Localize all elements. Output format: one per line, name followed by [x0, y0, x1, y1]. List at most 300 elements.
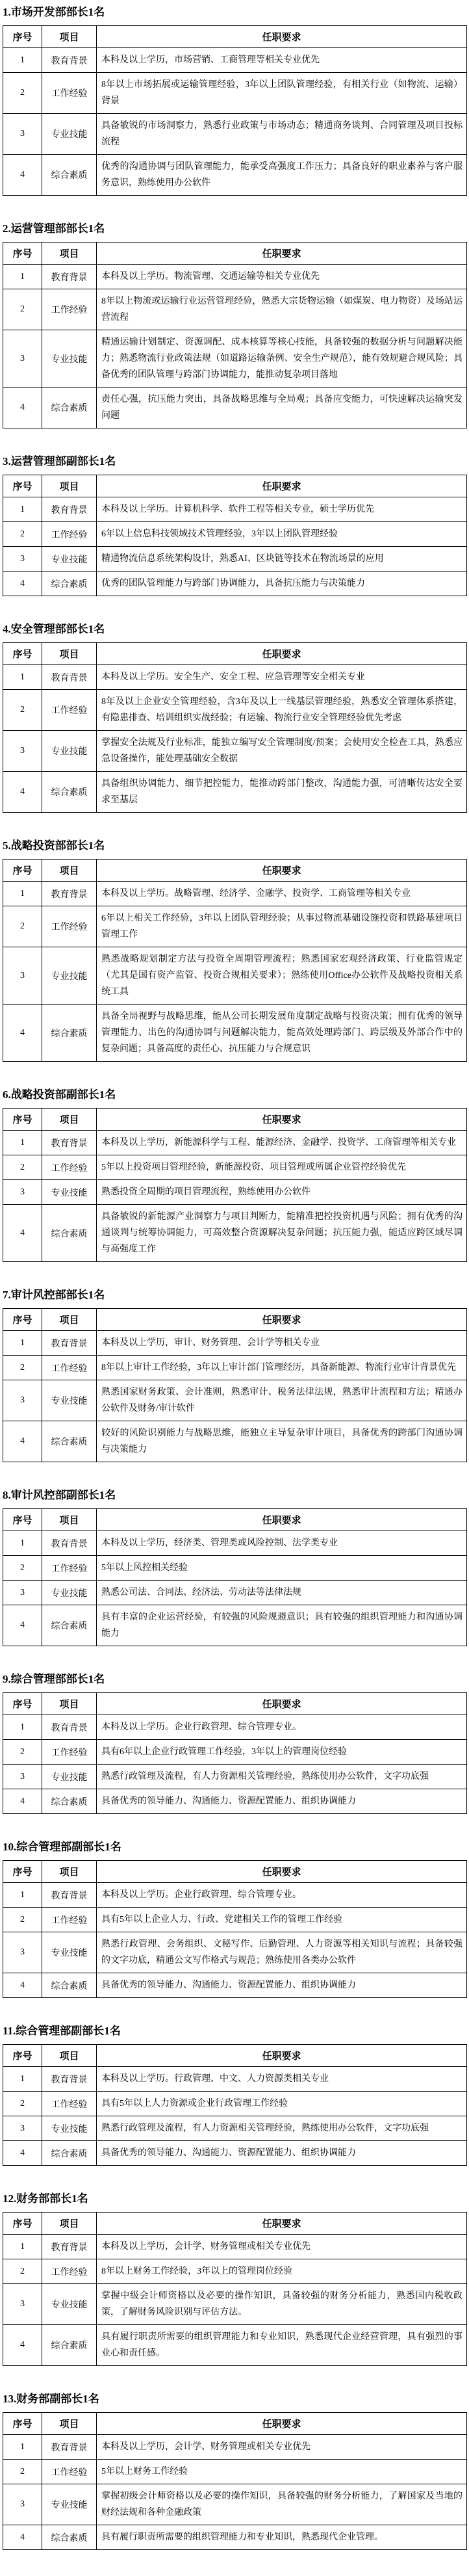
column-header-item: 项目 — [42, 1109, 97, 1131]
table-header-row — [3, 1509, 467, 1531]
requirement-cell: 具备优秀的领导能力、沟通能力、资源配置能力、组织协调能力 — [97, 2141, 467, 2166]
item-cell: 专业技能 — [42, 2116, 97, 2141]
table-header-row — [3, 2413, 467, 2435]
requirement-cell: 熟悉战略规划制定方法与投资全周期管理流程；熟悉国家宏观经济政策、行业监管规定（尤其是国有资产监管、投资合规相关要求）；熟练使用Office办公软件及战略投资相关系统工具 — [97, 947, 467, 1005]
table-row — [3, 114, 467, 155]
requirement-cell: 本科及以上学历，新能源科学与工程、能源经济、金融学、投资学、工商管理等相关专业 — [97, 1131, 467, 1155]
table-header-row — [3, 2045, 467, 2067]
requirements-table — [3, 1308, 467, 1462]
table-row — [3, 1531, 467, 1556]
table-row — [3, 2525, 467, 2550]
table-row — [3, 1331, 467, 1356]
position-section — [3, 1088, 466, 1262]
table-body — [3, 1131, 467, 1262]
item-cell: 教育背景 — [42, 665, 97, 690]
item-cell: 专业技能 — [42, 947, 97, 1005]
table-header-row — [3, 1861, 467, 1883]
table-row — [3, 289, 467, 330]
seq-cell: 3 — [3, 2484, 42, 2525]
seq-cell: 1 — [3, 1715, 42, 1740]
seq-cell: 2 — [3, 522, 42, 547]
table-row — [3, 2141, 467, 2166]
item-cell: 专业技能 — [42, 547, 97, 572]
item-cell: 教育背景 — [42, 48, 97, 73]
item-cell: 专业技能 — [42, 731, 97, 772]
seq-cell: 2 — [3, 1155, 42, 1180]
requirements-table — [3, 1692, 467, 1814]
requirement-cell: 本科及以上学历，市场营销、工商管理等相关专业优先 — [97, 48, 467, 73]
table-body — [3, 497, 467, 596]
column-header-requirement: 任职要求 — [97, 475, 467, 497]
requirement-cell: 本科及以上学历，会计学、财务管理或相关专业优先 — [97, 2235, 467, 2259]
table-row — [3, 2116, 467, 2141]
seq-cell: 4 — [3, 1789, 42, 1814]
item-cell: 工作经验 — [42, 690, 97, 731]
requirement-cell: 掌握初级会计师资格以及必要的操作知识，具备较强的财务分析能力，了解国家及当地的财经法规和各种金融政策 — [97, 2484, 467, 2525]
column-header-requirement: 任职要求 — [97, 2413, 467, 2435]
item-cell: 工作经验 — [42, 906, 97, 947]
requirement-cell: 熟悉投资全周期的项目管理流程，熟练使用办公软件 — [97, 1180, 467, 1205]
requirement-cell: 8年及以上企业安全管理经验，含3年及以上一线基层管理经验，熟悉安全管理体系搭建，有隐患排查、培训组织实战经验；有运输、物流行业安全管理经验优先考虑 — [97, 690, 467, 731]
position-title: 4.安全管理部部长1名 — [3, 623, 105, 635]
item-cell: 综合素质 — [42, 1605, 97, 1646]
column-header-item: 项目 — [42, 1309, 97, 1331]
position-section — [3, 2024, 466, 2166]
column-header-seq: 序号 — [3, 1309, 42, 1331]
item-cell: 教育背景 — [42, 265, 97, 289]
position-title: 1.市场开发部部长1名 — [3, 6, 105, 18]
requirement-cell: 本科及以上学历。安全生产、安全工程、应急管理等安全相关专业 — [97, 665, 467, 690]
item-cell: 专业技能 — [42, 330, 97, 388]
item-cell: 工作经验 — [42, 73, 97, 114]
requirement-cell: 具备敏锐的新能源产业洞察力与项目判断力，能精准把控投资机遇与风险；拥有优秀的沟通谈判与统筹协调能力，可高效整合资源解决复杂问题；抗压能力强，能适应跨区域尽调与高强度工作 — [97, 1205, 467, 1262]
seq-cell: 1 — [3, 2435, 42, 2460]
table-row — [3, 2325, 467, 2366]
requirement-cell: 具有5年以上企业人力、行政、党建相关工作的管理工作经验 — [97, 1908, 467, 1932]
table-row — [3, 1789, 467, 1814]
column-header-requirement: 任职要求 — [97, 243, 467, 265]
table-row — [3, 1740, 467, 1765]
column-header-seq: 序号 — [3, 26, 42, 48]
requirement-cell: 具备优秀的领导能力、沟通能力、资源配置能力、组织协调能力 — [97, 1789, 467, 1814]
column-header-item: 项目 — [42, 1861, 97, 1883]
requirements-table — [3, 1860, 467, 1998]
table-row — [3, 2067, 467, 2092]
item-cell: 专业技能 — [42, 1180, 97, 1205]
requirement-cell: 本科及以上学历。物流管理、交通运输等相关专业优先 — [97, 265, 467, 289]
table-header-row — [3, 475, 467, 497]
item-cell: 教育背景 — [42, 1715, 97, 1740]
item-cell: 综合素质 — [42, 2141, 97, 2166]
item-cell: 专业技能 — [42, 2484, 97, 2525]
table-row — [3, 48, 467, 73]
column-header-requirement: 任职要求 — [97, 860, 467, 882]
item-cell: 综合素质 — [42, 2525, 97, 2550]
requirement-cell: 掌握中级会计师资格以及必要的操作知识，具备较强的财务分析能力，熟悉国内税收政策，了解财务风险识别与评估方法。 — [97, 2284, 467, 2325]
table-row — [3, 1180, 467, 1205]
position-title: 5.战略投资部部长1名 — [3, 839, 105, 852]
seq-cell: 1 — [3, 265, 42, 289]
position-section — [3, 1288, 466, 1462]
position-title: 6.战略投资部副部长1名 — [3, 1088, 116, 1101]
table-row — [3, 690, 467, 731]
table-header-row — [3, 243, 467, 265]
table-row — [3, 882, 467, 906]
item-cell: 工作经验 — [42, 2460, 97, 2484]
requirement-cell: 熟悉行政管理及流程，有人力资源相关管理经验，熟练使用办公软件，文字功底强 — [97, 2116, 467, 2141]
item-cell: 工作经验 — [42, 1356, 97, 1380]
table-row — [3, 572, 467, 596]
table-row — [3, 772, 467, 813]
position-section — [3, 2392, 466, 2550]
requirement-cell: 8年以上审计工作经验，3年以上审计部门管理经历，具备新能源、物流行业审计背景优先 — [97, 1356, 467, 1380]
item-cell: 教育背景 — [42, 2435, 97, 2460]
column-header-requirement: 任职要求 — [97, 1693, 467, 1715]
column-header-seq: 序号 — [3, 1509, 42, 1531]
requirement-cell: 具备全局视野与战略思维，能从公司长期发展角度制定战略与投资决策；拥有优秀的领导管理能力、出色的沟通协调与问题解决能力，能高效处理跨部门、跨层级及外部合作中的复杂问题；具备高度的责任心、抗压能力与合规意识 — [97, 1005, 467, 1062]
requirements-table — [3, 2044, 467, 2166]
seq-cell: 3 — [3, 547, 42, 572]
position-section — [3, 622, 466, 813]
seq-cell: 4 — [3, 1205, 42, 1262]
requirement-cell: 具备组织协调能力、细节把控能力，能推动跨部门整改，沟通能力强，可清晰传达安全要求至基层 — [97, 772, 467, 813]
table-header-row — [3, 860, 467, 882]
requirements-table — [3, 1508, 467, 1646]
table-body — [3, 2235, 467, 2366]
seq-cell: 1 — [3, 1131, 42, 1155]
seq-cell: 2 — [3, 2092, 42, 2116]
item-cell: 教育背景 — [42, 1883, 97, 1908]
table-row — [3, 1356, 467, 1380]
table-row — [3, 1421, 467, 1462]
seq-cell: 4 — [3, 2525, 42, 2550]
position-section — [3, 454, 466, 596]
table-row — [3, 1765, 467, 1789]
seq-cell: 2 — [3, 1556, 42, 1581]
table-body — [3, 2067, 467, 2166]
table-header-row — [3, 1693, 467, 1715]
column-header-requirement: 任职要求 — [97, 1109, 467, 1131]
seq-cell: 4 — [3, 1973, 42, 1998]
requirement-cell: 8年以上市场拓展或运输管理经验，3年以上团队管理经验，有相关行业（如物流、运输）背景 — [97, 73, 467, 114]
item-cell: 工作经验 — [42, 1740, 97, 1765]
item-cell: 综合素质 — [42, 772, 97, 813]
requirement-cell: 6年以上信息科技领域技术管理经验，3年以上团队管理经验 — [97, 522, 467, 547]
item-cell: 工作经验 — [42, 1908, 97, 1932]
table-row — [3, 947, 467, 1005]
requirement-cell: 5年以上风控相关经验 — [97, 1556, 467, 1581]
table-row — [3, 1380, 467, 1421]
item-cell: 专业技能 — [42, 2284, 97, 2325]
requirement-cell: 较好的风险识别能力与战略思维，能独立主导复杂审计项目，具备优秀的跨部门沟通协调与决策能力 — [97, 1421, 467, 1462]
requirement-cell: 5年以上投资项目管理经验，新能源投资、项目管理或所属企业管控经验优先 — [97, 1155, 467, 1180]
column-header-requirement: 任职要求 — [97, 643, 467, 665]
table-row — [3, 330, 467, 388]
table-row — [3, 2435, 467, 2460]
column-header-seq: 序号 — [3, 243, 42, 265]
table-row — [3, 731, 467, 772]
position-title: 13.财务部副部长1名 — [3, 2393, 99, 2405]
requirement-cell: 本科及以上学历。行政管理、中文、人力资源类相关专业 — [97, 2067, 467, 2092]
seq-cell: 1 — [3, 497, 42, 522]
item-cell: 专业技能 — [42, 1932, 97, 1973]
requirement-cell: 具有履行职责所需要的组织管理能力和专业知识，熟悉现代企业管理。 — [97, 2525, 467, 2550]
seq-cell: 1 — [3, 1531, 42, 1556]
requirements-table — [3, 642, 467, 813]
position-title: 11.综合管理部副部长1名 — [3, 2025, 121, 2037]
requirement-cell: 熟悉公司法、合同法、经济法、劳动法等法律法规 — [97, 1581, 467, 1605]
requirement-cell: 熟悉行政管理及流程，有人力资源相关管理经验，熟练使用办公软件，文字功底强 — [97, 1765, 467, 1789]
seq-cell: 2 — [3, 906, 42, 947]
requirement-cell: 本科及以上学历，审计、财务管理、会计学等相关专业 — [97, 1331, 467, 1356]
requirement-cell: 具备敏锐的市场洞察力，熟悉行业政策与市场动态；精通商务谈判、合同管理及项目投标流程 — [97, 114, 467, 155]
table-row — [3, 1131, 467, 1155]
column-header-item: 项目 — [42, 860, 97, 882]
item-cell: 综合素质 — [42, 2325, 97, 2366]
item-cell: 工作经验 — [42, 1155, 97, 1180]
item-cell: 教育背景 — [42, 1331, 97, 1356]
item-cell: 专业技能 — [42, 1765, 97, 1789]
position-title: 10.综合管理部副部长1名 — [3, 1841, 121, 1853]
item-cell: 综合素质 — [42, 155, 97, 196]
item-cell: 工作经验 — [42, 2092, 97, 2116]
table-body — [3, 1531, 467, 1646]
requirement-cell: 具有丰富的企业运营经验，有较强的风险规避意识；具有较强的组织管理能力和沟通协调能力 — [97, 1605, 467, 1646]
seq-cell: 3 — [3, 114, 42, 155]
requirement-cell: 具有履行职责所需要的组织管理能力和专业知识，熟悉现代企业经营管理，具有强烈的事业心和责任感。 — [97, 2325, 467, 2366]
item-cell: 综合素质 — [42, 1973, 97, 1998]
seq-cell: 1 — [3, 2235, 42, 2259]
item-cell: 专业技能 — [42, 1581, 97, 1605]
item-cell: 工作经验 — [42, 289, 97, 330]
seq-cell: 4 — [3, 1605, 42, 1646]
requirements-table — [3, 475, 467, 596]
seq-cell: 4 — [3, 388, 42, 428]
requirement-cell: 优秀的沟通协调与团队管理能力，能承受高强度工作压力；具备良好的职业素养与客户服务意识，熟练使用办公软件 — [97, 155, 467, 196]
seq-cell: 1 — [3, 2067, 42, 2092]
table-header-row — [3, 1309, 467, 1331]
table-row — [3, 1883, 467, 1908]
requirements-table — [3, 242, 467, 428]
column-header-seq: 序号 — [3, 1861, 42, 1883]
table-row — [3, 2235, 467, 2259]
table-row — [3, 1932, 467, 1973]
seq-cell: 1 — [3, 1331, 42, 1356]
table-body — [3, 48, 467, 196]
table-row — [3, 497, 467, 522]
table-header-row — [3, 643, 467, 665]
item-cell: 专业技能 — [42, 1380, 97, 1421]
position-section — [3, 5, 466, 196]
requirement-cell: 熟悉国家财务政策、会计准则，熟悉审计、税务法律法规，熟悉审计流程和方法；精通办公软件及财务/审计软件 — [97, 1380, 467, 1421]
requirement-cell: 具备优秀的领导能力、沟通能力、资源配置能力、组织协调能力 — [97, 1973, 467, 1998]
table-row — [3, 73, 467, 114]
item-cell: 综合素质 — [42, 1789, 97, 1814]
requirement-cell: 具有6年以上企业行政管理工作经验，3年以上的管理岗位经验 — [97, 1740, 467, 1765]
seq-cell: 3 — [3, 1180, 42, 1205]
requirement-cell: 6年以上相关工作经验，3年以上团队管理经验；从事过物流基础设施投资和铁路基建项目管理工作 — [97, 906, 467, 947]
item-cell: 工作经验 — [42, 2259, 97, 2284]
item-cell: 综合素质 — [42, 388, 97, 428]
requirement-cell: 优秀的团队管理能力与跨部门协调能力，具备抗压能力与决策能力 — [97, 572, 467, 596]
column-header-seq: 序号 — [3, 2045, 42, 2067]
requirements-table — [3, 2212, 467, 2366]
seq-cell: 2 — [3, 1356, 42, 1380]
column-header-item: 项目 — [42, 26, 97, 48]
table-header-row — [3, 1109, 467, 1131]
column-header-seq: 序号 — [3, 860, 42, 882]
item-cell: 综合素质 — [42, 1421, 97, 1462]
seq-cell: 3 — [3, 1932, 42, 1973]
seq-cell: 4 — [3, 572, 42, 596]
position-section — [3, 1840, 466, 1998]
item-cell: 教育背景 — [42, 1531, 97, 1556]
column-header-item: 项目 — [42, 2413, 97, 2435]
seq-cell: 2 — [3, 690, 42, 731]
seq-cell: 3 — [3, 2284, 42, 2325]
seq-cell: 3 — [3, 2116, 42, 2141]
requirement-cell: 精通物流信息系统架构设计，熟悉AI、区块链等技术在物流场景的应用 — [97, 547, 467, 572]
position-title: 9.综合管理部部长1名 — [3, 1673, 105, 1685]
item-cell: 综合素质 — [42, 572, 97, 596]
table-body — [3, 665, 467, 813]
requirements-table — [3, 859, 467, 1062]
requirement-cell: 精通运输计划制定、资源调配、成本核算等核心技能，具备较强的数据分析与问题解决能力；熟悉物流行业政策法规（如道路运输条例、安全生产规范），能有效规避合规风险；具备优秀的团队管理与跨部门协调能力，能推动复杂项目落地 — [97, 330, 467, 388]
seq-cell: 2 — [3, 2259, 42, 2284]
table-body — [3, 265, 467, 428]
table-row — [3, 665, 467, 690]
column-header-item: 项目 — [42, 475, 97, 497]
table-row — [3, 388, 467, 428]
seq-cell: 4 — [3, 1005, 42, 1062]
table-row — [3, 2259, 467, 2284]
seq-cell: 3 — [3, 330, 42, 388]
table-row — [3, 1908, 467, 1932]
requirement-cell: 本科及以上学历。战略管理、经济学、金融学、投资学、工商管理等相关专业 — [97, 882, 467, 906]
table-row — [3, 1973, 467, 1998]
seq-cell: 4 — [3, 2325, 42, 2366]
seq-cell: 4 — [3, 772, 42, 813]
column-header-requirement: 任职要求 — [97, 1509, 467, 1531]
item-cell: 教育背景 — [42, 882, 97, 906]
table-row — [3, 2284, 467, 2325]
item-cell: 工作经验 — [42, 1556, 97, 1581]
requirement-cell: 本科及以上学历，会计学、财务管理或相关专业优先 — [97, 2435, 467, 2460]
column-header-requirement: 任职要求 — [97, 2213, 467, 2235]
seq-cell: 4 — [3, 2141, 42, 2166]
seq-cell: 2 — [3, 1740, 42, 1765]
column-header-seq: 序号 — [3, 2213, 42, 2235]
requirements-table — [3, 25, 467, 196]
requirement-cell: 本科及以上学历。计算机科学、软件工程等相关专业，硕士学历优先 — [97, 497, 467, 522]
position-section — [3, 1672, 466, 1814]
item-cell: 教育背景 — [42, 1131, 97, 1155]
seq-cell: 4 — [3, 1421, 42, 1462]
item-cell: 综合素质 — [42, 1205, 97, 1262]
table-header-row — [3, 2213, 467, 2235]
table-body — [3, 1715, 467, 1814]
table-row — [3, 906, 467, 947]
column-header-seq: 序号 — [3, 643, 42, 665]
table-row — [3, 1605, 467, 1646]
table-body — [3, 882, 467, 1062]
column-header-item: 项目 — [42, 2045, 97, 2067]
table-body — [3, 2435, 467, 2550]
requirement-cell: 熟悉行政管理、会务组织、文秘写作、后勤管理、人力资源等相关知识与流程；具备较强的文字功底，精通公文写作格式与规范；熟练使用各类办公软件 — [97, 1932, 467, 1973]
column-header-requirement: 任职要求 — [97, 26, 467, 48]
requirement-cell: 本科及以上学历，经济类、管理类或风险控制、法学类专业 — [97, 1531, 467, 1556]
table-row — [3, 1155, 467, 1180]
seq-cell: 3 — [3, 947, 42, 1005]
seq-cell: 2 — [3, 1908, 42, 1932]
requirement-cell: 本科及以上学历。企业行政管理、综合管理专业。 — [97, 1883, 467, 1908]
table-row — [3, 2484, 467, 2525]
item-cell: 工作经验 — [42, 522, 97, 547]
requirement-cell: 8年以上物流或运输行业运营管理经验，熟悉大宗货物运输（如煤炭、电力物资）及场站运营流程 — [97, 289, 467, 330]
table-row — [3, 1581, 467, 1605]
position-title: 7.审计风控部部长1名 — [3, 1289, 105, 1301]
column-header-item: 项目 — [42, 1509, 97, 1531]
seq-cell: 1 — [3, 48, 42, 73]
item-cell: 专业技能 — [42, 114, 97, 155]
requirement-cell: 8年以上财务工作经验，3年以上的管理岗位经验 — [97, 2259, 467, 2284]
column-header-item: 项目 — [42, 243, 97, 265]
table-row — [3, 1005, 467, 1062]
seq-cell: 3 — [3, 1765, 42, 1789]
table-row — [3, 1556, 467, 1581]
table-row — [3, 1715, 467, 1740]
seq-cell: 3 — [3, 1380, 42, 1421]
seq-cell: 2 — [3, 289, 42, 330]
sections-container — [3, 5, 466, 2550]
seq-cell: 2 — [3, 73, 42, 114]
seq-cell: 1 — [3, 882, 42, 906]
column-header-requirement: 任职要求 — [97, 2045, 467, 2067]
table-header-row — [3, 26, 467, 48]
table-body — [3, 1883, 467, 1998]
requirement-cell: 具有5年以上人力资源或企业行政管理工作经验 — [97, 2092, 467, 2116]
requirement-cell: 本科及以上学历。企业行政管理、综合管理专业。 — [97, 1715, 467, 1740]
requirements-table — [3, 2412, 467, 2550]
position-section — [3, 839, 466, 1062]
requirements-table — [3, 1108, 467, 1262]
table-row — [3, 265, 467, 289]
column-header-item: 项目 — [42, 643, 97, 665]
requirement-cell: 掌握安全法规及行业标准，能独立编写安全管理制度/预案；会使用安全检查工具，熟悉应急设备操作，能处理基础安全数据 — [97, 731, 467, 772]
column-header-seq: 序号 — [3, 475, 42, 497]
table-body — [3, 1331, 467, 1462]
column-header-item: 项目 — [42, 1693, 97, 1715]
seq-cell: 3 — [3, 731, 42, 772]
requirement-cell: 5年以上财务工作经验 — [97, 2460, 467, 2484]
column-header-item: 项目 — [42, 2213, 97, 2235]
item-cell: 教育背景 — [42, 2235, 97, 2259]
seq-cell: 2 — [3, 2460, 42, 2484]
seq-cell: 1 — [3, 1883, 42, 1908]
table-row — [3, 522, 467, 547]
column-header-seq: 序号 — [3, 2413, 42, 2435]
position-title: 8.审计风控部副部长1名 — [3, 1489, 116, 1501]
seq-cell: 1 — [3, 665, 42, 690]
position-section — [3, 222, 466, 428]
table-row — [3, 155, 467, 196]
position-title: 12.财务部部长1名 — [3, 2192, 88, 2205]
position-section — [3, 1488, 466, 1646]
requirement-cell: 责任心强，抗压能力突出，具备战略思维与全局观；具备应变能力，可快速解决运输突发问题 — [97, 388, 467, 428]
item-cell: 综合素质 — [42, 1005, 97, 1062]
table-row — [3, 1205, 467, 1262]
position-section — [3, 2192, 466, 2366]
